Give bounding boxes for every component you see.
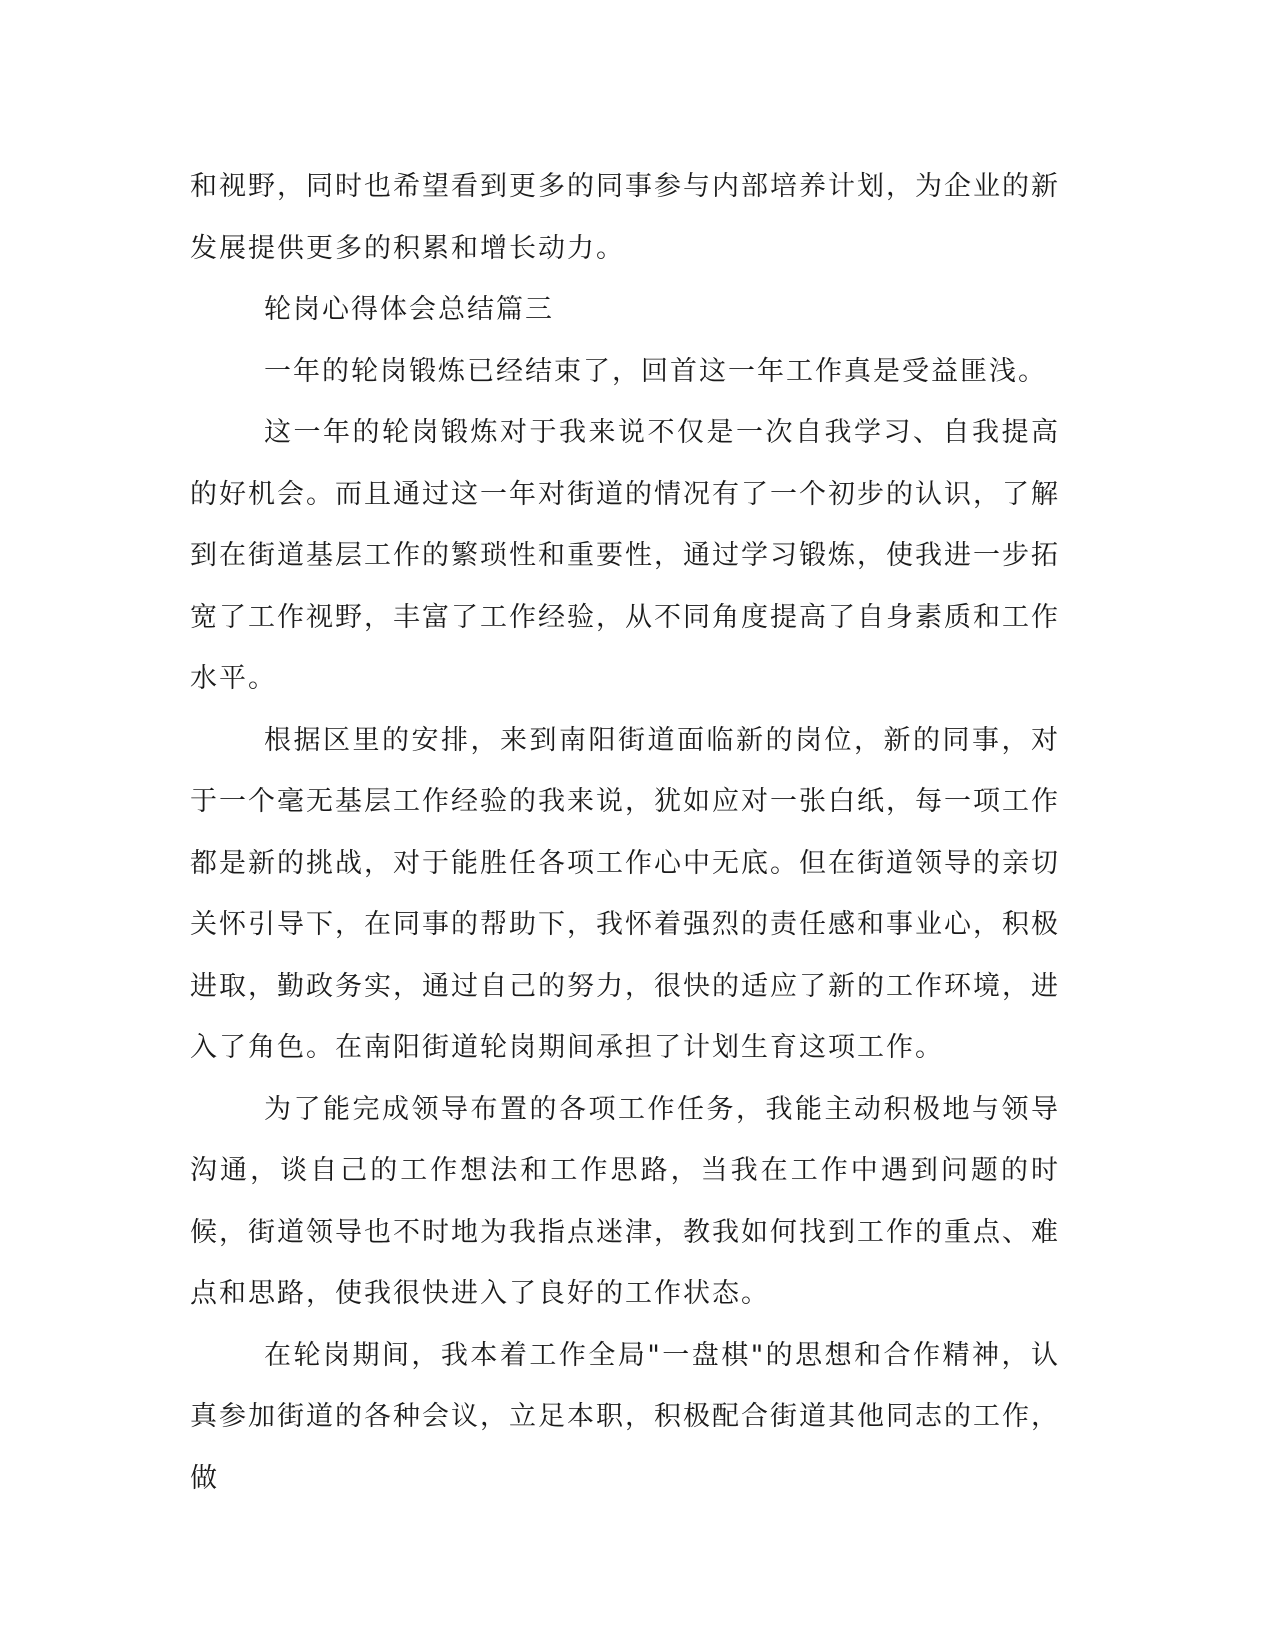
document-body bbox=[190, 156, 1060, 1509]
paragraph: 一年的轮岗锻炼已经结束了，回首这一年工作真是受益匪浅。 bbox=[264, 355, 1047, 387]
paragraph: 这一年的轮岗锻炼对于我来说不仅是一次自我学习、自我提高的好机会。而且通过这一年对街道的情况有了一个初步的认识，了解到在街道基层工作的繁琐性和重要性，通过学习锻炼，使我进一步拓宽了工作视野，丰富了工作经验，从不同角度提高了自身素质和工作水平。 bbox=[190, 417, 1060, 694]
paragraph-continuation: 和视野，同时也希望看到更多的同事参与内部培养计划，为企业的新发展提供更多的积累和增长动力。 bbox=[190, 171, 1060, 264]
paragraph: 根据区里的安排，来到南阳街道面临新的岗位，新的同事，对于一个毫无基层工作经验的我来说，犹如应对一张白纸，每一项工作都是新的挑战，对于能胜任各项工作心中无底。但在街道领导的亲切关怀引导下，在同事的帮助下，我怀着强烈的责任感和事业心，积极进取，勤政务实，通过自己的努力，很快的适应了新的工作环境，进入了角色。在南阳街道轮岗期间承担了计划生育这项工作。 bbox=[190, 724, 1060, 1063]
paragraph: 为了能完成领导布置的各项工作任务，我能主动积极地与领导沟通，谈自己的工作想法和工作思路，当我在工作中遇到问题的时候，街道领导也不时地为我指点迷津，教我如何找到工作的重点、难点和思路，使我很快进入了良好的工作状态。 bbox=[190, 1093, 1060, 1309]
paragraph: 在轮岗期间，我本着工作全局"一盘棋"的思想和合作精神，认真参加街道的各种会议，立足本职，积极配合街道其他同志的工作，做 bbox=[190, 1339, 1060, 1494]
section-heading: 轮岗心得体会总结篇三 bbox=[264, 294, 554, 325]
